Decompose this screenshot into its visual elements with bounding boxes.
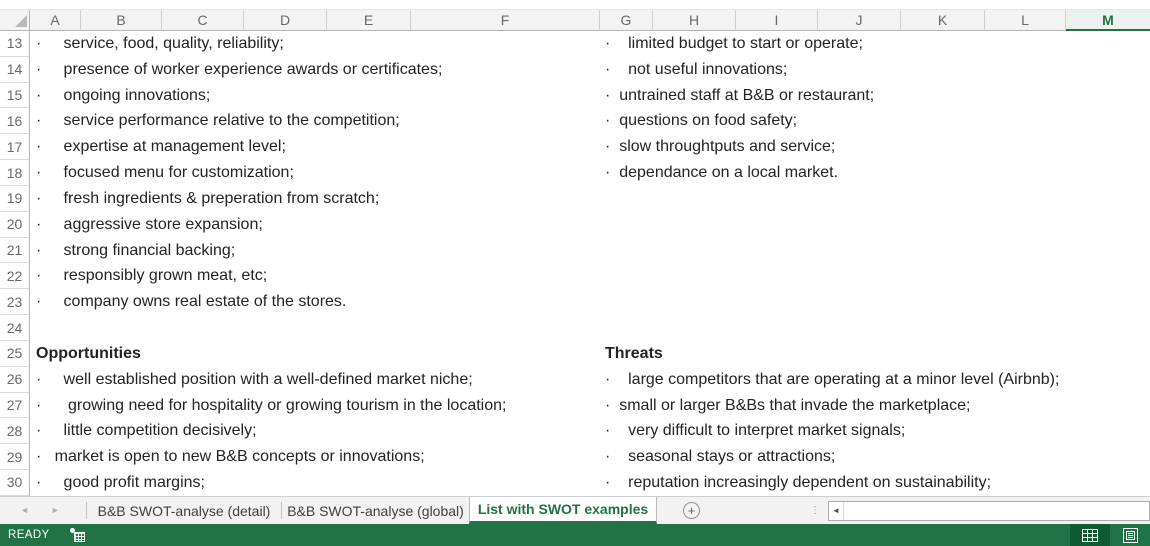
cell-weaknesses-item[interactable]: · untrained staff at B&B or restaurant;: [605, 86, 875, 104]
cell-threats-heading[interactable]: Threats: [605, 344, 663, 362]
cell-empty[interactable]: [600, 186, 1150, 212]
row-header-26[interactable]: 26: [0, 367, 30, 393]
cell-strengths-item[interactable]: · company owns real estate of the stores.: [36, 293, 347, 311]
sheet-tab-swot-global[interactable]: B&B SWOT-analyse (global): [287, 502, 464, 519]
row-15: [0, 83, 1150, 109]
cell-strengths-item[interactable]: · service, food, quality, reliability;: [36, 34, 284, 52]
cell-threats-item[interactable]: · large competitors that are operating at a minor level (Airbnb);: [605, 370, 1060, 388]
cell-strengths-item[interactable]: · expertise at management level;: [36, 138, 286, 156]
row-23: [0, 289, 1150, 315]
row-19: [0, 186, 1150, 212]
cell-threats-item[interactable]: · seasonal stays or attractions;: [605, 448, 836, 466]
cell-strengths-item[interactable]: · ongoing innovations;: [36, 86, 211, 104]
cell-opportunities-item[interactable]: · well established position with a well-defined market niche;: [36, 370, 473, 388]
sheet-navigation: [0, 497, 86, 524]
add-sheet-icon[interactable]: +: [683, 502, 700, 519]
cell-opportunities-item[interactable]: · little competition decisively;: [36, 422, 257, 440]
sheet-tab-swot-examples-active[interactable]: List with SWOT examples: [469, 497, 657, 524]
cell-empty[interactable]: [600, 212, 1150, 238]
column-header-row: [0, 9, 1150, 31]
status-mode-label: READY: [8, 529, 50, 541]
row-header-16[interactable]: 16: [0, 108, 30, 134]
cell-opportunities-heading[interactable]: Opportunities: [36, 344, 141, 362]
row-17: [0, 134, 1150, 160]
cell-strengths-item[interactable]: · strong financial backing;: [36, 241, 236, 259]
row-header-18[interactable]: 18: [0, 160, 30, 186]
column-header-f[interactable]: F: [411, 10, 600, 31]
cell-threats-item[interactable]: · very difficult to interpret market signals;: [605, 422, 906, 440]
cell-empty[interactable]: [600, 238, 1150, 264]
cell-weaknesses-item[interactable]: · dependance on a local market.: [605, 164, 839, 182]
column-header-b[interactable]: B: [81, 10, 162, 31]
cell-weaknesses-item[interactable]: · limited budget to start or operate;: [605, 34, 863, 52]
row-header-27[interactable]: 27: [0, 393, 30, 419]
column-header-h[interactable]: H: [653, 10, 736, 31]
row-18: [0, 160, 1150, 186]
horizontal-scrollbar[interactable]: [828, 501, 1150, 521]
cell-weaknesses-item[interactable]: · slow throughtputs and service;: [605, 138, 836, 156]
cell-threats-item[interactable]: · reputation increasingly dependent on sustainability;: [605, 473, 992, 491]
cell-strengths-item[interactable]: · aggressive store expansion;: [36, 215, 263, 233]
normal-view-icon: [1082, 529, 1098, 542]
column-header-c[interactable]: C: [162, 10, 244, 31]
row-14: [0, 57, 1150, 83]
column-header-i[interactable]: I: [736, 10, 818, 31]
spreadsheet-grid: [0, 31, 1150, 496]
row-13: [0, 31, 1150, 57]
row-header-24[interactable]: 24: [0, 315, 30, 341]
select-all-button[interactable]: [0, 10, 30, 31]
cell-strengths-item[interactable]: · fresh ingredients & preperation from scratch;: [36, 189, 380, 207]
row-20: [0, 212, 1150, 238]
cell-strengths-item[interactable]: · presence of worker experience awards or certificates;: [36, 60, 443, 78]
cell-strengths-item[interactable]: · focused menu for customization;: [36, 164, 294, 182]
row-header-29[interactable]: 29: [0, 444, 30, 470]
cell-opportunities-item[interactable]: · market is open to new B&B concepts or innovations;: [36, 448, 425, 466]
row-25: [0, 341, 1150, 367]
prev-sheet-icon[interactable]: ◄: [20, 505, 29, 515]
cell-strengths-item[interactable]: · service performance relative to the competition;: [36, 112, 400, 130]
row-header-22[interactable]: 22: [0, 263, 30, 289]
row-header-23[interactable]: 23: [0, 289, 30, 315]
sheet-tab-swot-detail[interactable]: B&B SWOT-analyse (detail): [97, 502, 271, 519]
column-header-k[interactable]: K: [901, 10, 985, 31]
select-all-triangle-icon: [15, 15, 27, 27]
row-27: [0, 393, 1150, 419]
cell-opportunities-item[interactable]: · good profit margins;: [36, 473, 205, 491]
cell-strengths-item[interactable]: · responsibly grown meat, etc;: [36, 267, 268, 285]
row-header-25[interactable]: 25: [0, 341, 30, 367]
row-30: [0, 470, 1150, 496]
column-header-l[interactable]: L: [985, 10, 1066, 31]
row-header-19[interactable]: 19: [0, 186, 30, 212]
row-header-21[interactable]: 21: [0, 238, 30, 264]
row-29: [0, 444, 1150, 470]
row-header-20[interactable]: 20: [0, 212, 30, 238]
cell-empty[interactable]: [30, 315, 600, 341]
sheet-tab-bar: [0, 496, 1150, 524]
cell-threats-item[interactable]: · small or larger B&Bs that invade the marketplace;: [605, 396, 971, 414]
cell-opportunities-item[interactable]: · growing need for hospitality or growing tourism in the location;: [36, 396, 507, 414]
row-24: [0, 315, 1150, 341]
column-header-g[interactable]: G: [600, 10, 653, 31]
column-header-j[interactable]: J: [818, 10, 901, 31]
scroll-left-icon[interactable]: ◄: [829, 502, 844, 520]
macro-record-icon[interactable]: [70, 528, 85, 542]
next-sheet-icon[interactable]: ►: [50, 505, 60, 515]
status-bar: [0, 524, 1150, 546]
normal-view-button[interactable]: [1070, 524, 1110, 546]
cell-empty[interactable]: [600, 289, 1150, 315]
row-header-15[interactable]: 15: [0, 83, 30, 109]
page-layout-view-button[interactable]: [1110, 524, 1150, 546]
row-header-13[interactable]: 13: [0, 31, 30, 57]
cell-empty[interactable]: [600, 315, 1150, 341]
row-26: [0, 367, 1150, 393]
row-21: [0, 238, 1150, 264]
cell-empty[interactable]: [600, 263, 1150, 289]
formula-bar-bottom-strip: [0, 0, 1150, 9]
tabbar-spacer: [700, 497, 810, 524]
row-header-14[interactable]: 14: [0, 57, 30, 83]
view-shortcut-buttons: [1070, 524, 1150, 546]
row-16: [0, 108, 1150, 134]
macro-record-grid: [74, 532, 85, 542]
column-header-d[interactable]: D: [244, 10, 327, 31]
column-header-m-selected[interactable]: M: [1066, 10, 1150, 31]
row-header-17[interactable]: 17: [0, 134, 30, 160]
row-22: [0, 263, 1150, 289]
cell-weaknesses-item[interactable]: · not useful innovations;: [605, 60, 788, 78]
row-28: [0, 418, 1150, 444]
cell-weaknesses-item[interactable]: · questions on food safety;: [605, 112, 798, 130]
page-layout-icon: [1123, 528, 1138, 543]
column-header-a[interactable]: A: [30, 10, 81, 31]
horizontal-scrollbar-track[interactable]: [844, 502, 1149, 520]
column-header-e[interactable]: E: [327, 10, 411, 31]
tab-scrollbar-splitter[interactable]: ⋮: [810, 505, 820, 516]
row-header-30[interactable]: 30: [0, 470, 30, 496]
row-header-28[interactable]: 28: [0, 418, 30, 444]
